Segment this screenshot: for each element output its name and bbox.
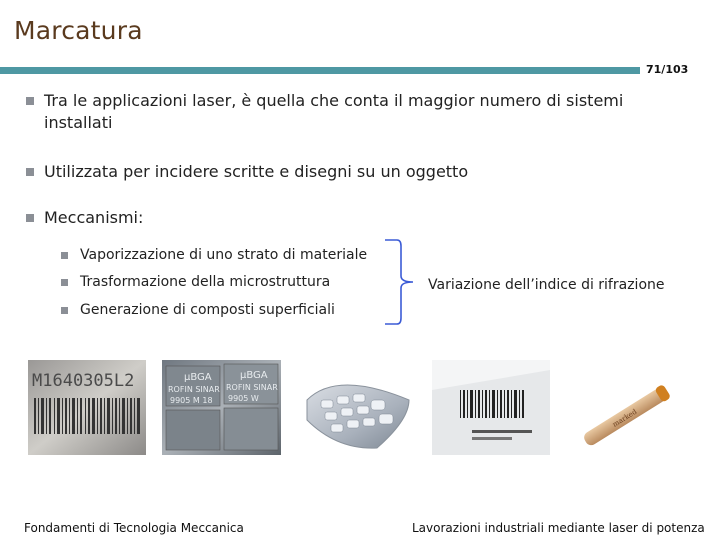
slide-title: Marcatura <box>14 16 143 45</box>
chip-label-2: ROFIN SINAR <box>168 385 220 394</box>
title-rule <box>0 67 640 74</box>
photo-metal-barcode <box>28 360 146 455</box>
photo-paper-barcode-image <box>432 360 550 455</box>
chip-label-4: µBGA <box>240 370 268 381</box>
sub-bullet-text-3: Generazione di composti superficiali <box>80 302 335 318</box>
sub-bullet-marker-2 <box>61 279 68 286</box>
footer-left: Fondamenti di Tecnologia Meccanica <box>24 521 244 535</box>
photo-keypad <box>297 360 415 455</box>
footer-right: Lavorazioni industriali mediante laser di potenza <box>412 521 705 535</box>
photo-pen-image <box>568 360 686 455</box>
sub-bullet-text-1: Vaporizzazione di uno strato di materiale <box>80 247 368 263</box>
photo-chips-image <box>162 360 281 455</box>
sub-bullet-text-2: Trasformazione della microstruttura <box>80 274 331 290</box>
bullet-text-1: Tra le applicazioni laser, è quella che conta il maggior numero di sistemi installati <box>44 91 624 132</box>
sub-bullet-marker-3 <box>61 307 68 314</box>
chip-label-5: ROFIN SINAR <box>226 383 278 392</box>
photo-metal-barcode-image <box>28 360 146 455</box>
chip-label-6: 9905 W <box>228 394 259 403</box>
bullet-marker-1 <box>26 97 34 105</box>
bullet-marker-2 <box>26 168 34 176</box>
photo-keypad-image <box>297 360 415 455</box>
photo-pen <box>568 360 686 455</box>
bracket-result-text: Variazione dell’indice di rifrazione <box>428 277 665 293</box>
page-number: 71/103 <box>646 63 689 76</box>
photo-metal-text: M1640305L2 <box>32 371 135 391</box>
bullet-marker-3 <box>26 214 34 222</box>
bullet-text-3: Meccanismi: <box>44 208 144 227</box>
photo-paper-barcode <box>432 360 550 455</box>
chip-label-1: µBGA <box>184 372 212 383</box>
photo-chips <box>162 360 281 455</box>
pen-engraving: marked <box>611 407 639 429</box>
bullet-text-2: Utilizzata per incidere scritte e disegni su un oggetto <box>44 162 469 181</box>
sub-bullet-marker-1 <box>61 252 68 259</box>
bracket-icon <box>383 236 417 328</box>
chip-label-3: 9905 M 18 <box>170 396 213 405</box>
